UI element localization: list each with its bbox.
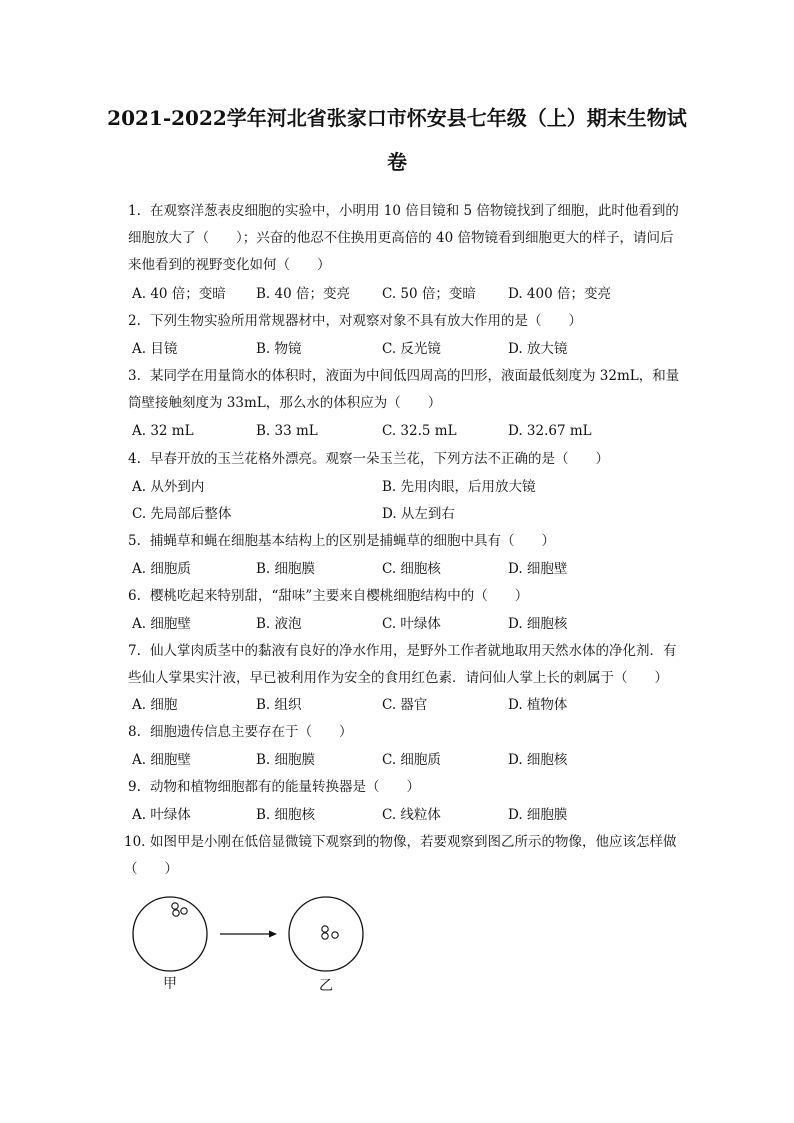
question-text: 筒壁接触刻度为 33mL，那么水的体积应为（ ） bbox=[128, 395, 442, 411]
option-d[interactable]: D. 植物体 bbox=[508, 697, 568, 713]
option-c[interactable]: C. 叶绿体 bbox=[382, 616, 441, 632]
question-number: 9. bbox=[128, 779, 141, 795]
question-text: 细胞放大了（ ）；兴奋的他忍不住换用更高倍的 40 倍物镜看到细胞更大的样子，请问后 bbox=[128, 230, 674, 246]
question-number: 1. bbox=[128, 203, 141, 219]
question-3 bbox=[128, 363, 698, 417]
option-a[interactable]: A. 目镜 bbox=[132, 341, 178, 357]
options-row bbox=[132, 747, 692, 774]
option-d[interactable]: D. 400 倍；变亮 bbox=[508, 286, 611, 302]
arrow-head-icon bbox=[269, 931, 277, 938]
cell-object bbox=[173, 910, 179, 916]
question-1 bbox=[128, 198, 698, 279]
option-b[interactable]: B. 40 倍；变亮 bbox=[256, 286, 350, 302]
title-line-2: 卷 bbox=[387, 150, 407, 174]
question-text: 来他看到的视野变化如何（ ） bbox=[128, 257, 331, 273]
question-text: （ ） bbox=[124, 861, 178, 877]
option-a[interactable]: A. 细胞 bbox=[132, 697, 178, 713]
options-row bbox=[132, 501, 692, 528]
question-text: 如图甲是小刚在低倍显微镜下观察到的物像，若要观察到图乙所示的物像，他应该怎样做 bbox=[150, 834, 677, 850]
option-c[interactable]: C. 线粒体 bbox=[382, 807, 441, 823]
option-c[interactable]: C. 细胞质 bbox=[382, 752, 441, 768]
option-a[interactable]: A. 32 mL bbox=[132, 423, 194, 439]
question-number: 6. bbox=[128, 588, 141, 604]
options-row bbox=[132, 556, 692, 583]
question-8 bbox=[128, 719, 698, 746]
option-b[interactable]: B. 液泡 bbox=[256, 616, 302, 632]
question-7 bbox=[128, 638, 698, 692]
question-text: 下列生物实验所用常规器材中，对观察对象不具有放大作用的是（ ） bbox=[150, 313, 582, 329]
option-a[interactable]: A. 细胞壁 bbox=[132, 752, 191, 768]
cell-object bbox=[181, 908, 187, 914]
question-text: 某同学在用量筒水的体积时，液面为中间低四周高的凹形，液面最低刻度为 32mL，和量 bbox=[150, 368, 680, 384]
cell-object bbox=[322, 933, 328, 939]
option-b[interactable]: B. 细胞核 bbox=[256, 807, 316, 823]
question-number: 2. bbox=[128, 313, 141, 329]
question-text: 早春开放的玉兰花格外漂亮。观察一朵玉兰花，下列方法不正确的是（ ） bbox=[150, 451, 609, 467]
question-number: 8. bbox=[128, 724, 141, 740]
option-c[interactable]: C. 器官 bbox=[382, 697, 428, 713]
exam-title bbox=[60, 96, 734, 184]
question-4 bbox=[128, 446, 698, 473]
field-of-view-jia bbox=[133, 897, 207, 971]
label-yi: 乙 bbox=[319, 978, 333, 994]
question-text: 捕蝇草和蝇在细胞基本结构上的区别是捕蝇草的细胞中具有（ ） bbox=[150, 533, 555, 549]
field-of-view-yi bbox=[289, 897, 363, 971]
title-line-1: 2021-2022学年河北省张家口市怀安县七年级（上）期末生物试 bbox=[107, 106, 687, 130]
diagram-svg bbox=[128, 890, 388, 1000]
cell-object bbox=[322, 926, 328, 932]
options-row bbox=[132, 281, 692, 308]
options-row bbox=[132, 611, 692, 638]
option-b[interactable]: B. 物镜 bbox=[256, 341, 302, 357]
option-d[interactable]: D. 放大镜 bbox=[508, 341, 568, 357]
option-b[interactable]: B. 先用肉眼，后用放大镜 bbox=[382, 479, 536, 495]
option-d[interactable]: D. 从左到右 bbox=[382, 506, 455, 522]
question-text: 些仙人掌果实汁液，早已被利用作为安全的食用红色素．请问仙人掌上长的刺属于（ ） bbox=[128, 670, 668, 686]
option-c[interactable]: C. 细胞核 bbox=[382, 561, 441, 577]
option-b[interactable]: B. 组织 bbox=[256, 697, 302, 713]
question-text: 在观察洋葱表皮细胞的实验中，小明用 10 倍目镜和 5 倍物镜找到了细胞，此时他看到的 bbox=[150, 203, 679, 219]
options-row bbox=[132, 418, 692, 445]
options-row bbox=[132, 336, 692, 363]
option-b[interactable]: B. 细胞膜 bbox=[256, 561, 316, 577]
question-number: 4. bbox=[128, 451, 141, 467]
question-6 bbox=[128, 583, 698, 610]
question-5 bbox=[128, 528, 698, 555]
microscope-diagram bbox=[128, 890, 388, 1000]
question-9 bbox=[128, 774, 698, 801]
question-10 bbox=[124, 829, 694, 883]
option-a[interactable]: A. 细胞质 bbox=[132, 561, 191, 577]
question-2 bbox=[128, 308, 698, 335]
label-jia: 甲 bbox=[163, 976, 177, 992]
option-d[interactable]: D. 细胞核 bbox=[508, 616, 568, 632]
option-a[interactable]: A. 从外到内 bbox=[132, 479, 205, 495]
option-c[interactable]: C. 反光镜 bbox=[382, 341, 441, 357]
option-a[interactable]: A. 细胞壁 bbox=[132, 616, 191, 632]
option-d[interactable]: D. 细胞核 bbox=[508, 752, 568, 768]
option-d[interactable]: D. 32.67 mL bbox=[508, 423, 592, 439]
question-text: 仙人掌肉质茎中的黏液有良好的净水作用，是野外工作者就地取用天然水体的净化剂．有 bbox=[150, 643, 677, 659]
option-d[interactable]: D. 细胞膜 bbox=[508, 807, 568, 823]
options-row bbox=[132, 474, 692, 501]
option-c[interactable]: C. 先局部后整体 bbox=[132, 506, 232, 522]
question-number: 5. bbox=[128, 533, 141, 549]
options-row bbox=[132, 692, 692, 719]
option-c[interactable]: C. 50 倍；变暗 bbox=[382, 286, 476, 302]
options-row bbox=[132, 802, 692, 829]
option-b[interactable]: B. 细胞膜 bbox=[256, 752, 316, 768]
question-text: 樱桃吃起来特别甜，“甜味”主要来自樱桃细胞结构中的（ ） bbox=[150, 588, 529, 604]
option-c[interactable]: C. 32.5 mL bbox=[382, 423, 457, 439]
question-number: 10. bbox=[124, 834, 146, 850]
question-number: 7. bbox=[128, 643, 141, 659]
option-a[interactable]: A. 叶绿体 bbox=[132, 807, 191, 823]
cell-object bbox=[172, 903, 178, 909]
question-number: 3. bbox=[128, 368, 141, 384]
cell-object bbox=[332, 932, 338, 938]
question-text: 动物和植物细胞都有的能量转换器是（ ） bbox=[150, 779, 420, 795]
question-text: 细胞遗传信息主要存在于（ ） bbox=[150, 724, 353, 740]
option-b[interactable]: B. 33 mL bbox=[256, 423, 318, 439]
option-d[interactable]: D. 细胞壁 bbox=[508, 561, 568, 577]
option-a[interactable]: A. 40 倍；变暗 bbox=[132, 286, 226, 302]
